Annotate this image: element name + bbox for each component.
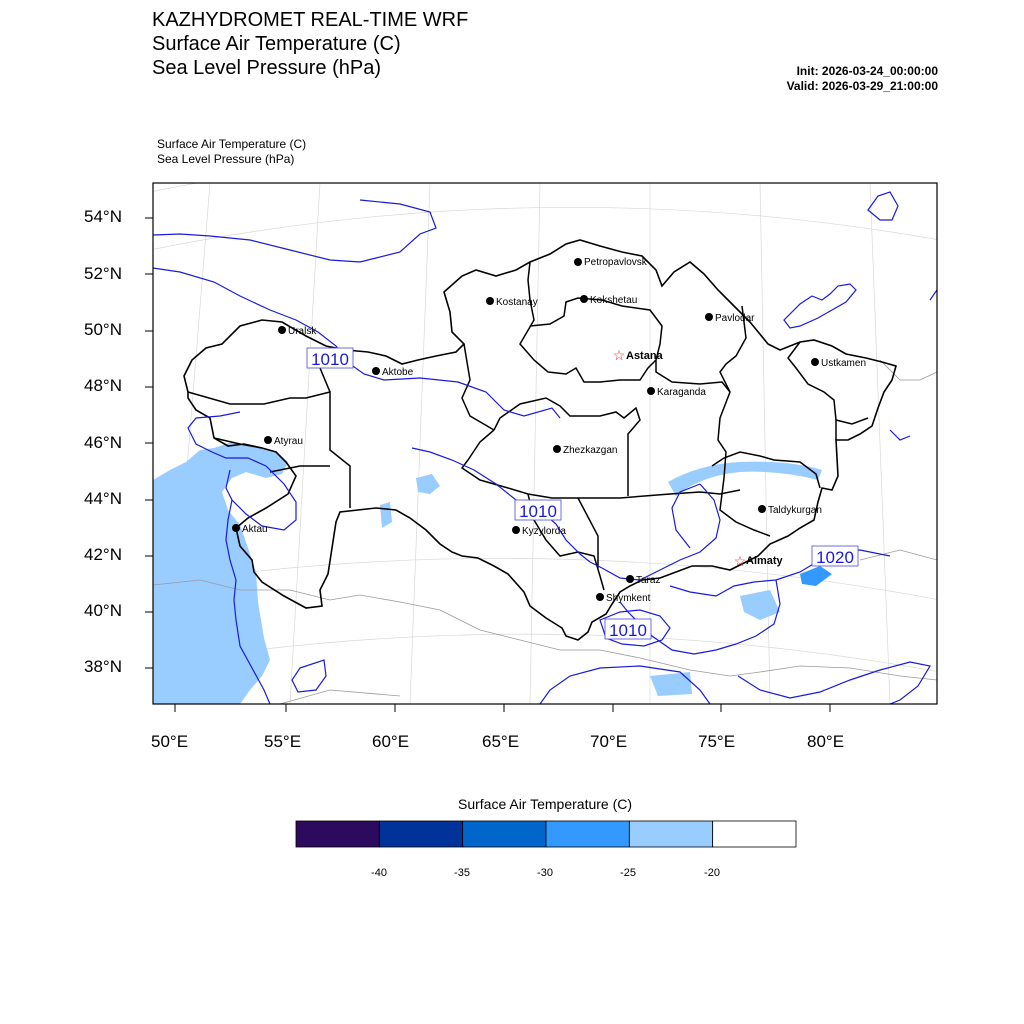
city-dot bbox=[596, 593, 604, 601]
isobar-label: 1020 bbox=[816, 548, 854, 567]
city-label: Karaganda bbox=[657, 387, 706, 398]
lat-label: 46°N bbox=[84, 433, 122, 452]
city-dot bbox=[626, 575, 634, 583]
colorbar-label: -20 bbox=[704, 867, 720, 879]
city-label: Uralsk bbox=[288, 326, 317, 337]
colorbar-swatch bbox=[713, 821, 796, 847]
lat-label: 38°N bbox=[84, 657, 122, 676]
colorbar-swatch bbox=[296, 821, 379, 847]
isobar-label-group bbox=[307, 348, 858, 640]
capital-star-icon: ☆ bbox=[733, 553, 747, 569]
isobar-label: 1010 bbox=[519, 502, 557, 521]
city-label: Zhezkazgan bbox=[563, 445, 618, 456]
capital-star-icon: ☆ bbox=[612, 347, 626, 363]
city-label: Petropavlovsk bbox=[584, 257, 647, 268]
colorbar-title: Surface Air Temperature (C) bbox=[457, 796, 633, 812]
isobar-label: 1010 bbox=[311, 350, 349, 369]
city-label: Taraz bbox=[636, 575, 661, 586]
lat-label: 52°N bbox=[84, 264, 122, 283]
city-markers bbox=[232, 257, 866, 604]
city-dot bbox=[512, 526, 520, 534]
city-dot bbox=[574, 258, 582, 266]
colorbar-swatch bbox=[463, 821, 546, 847]
isobar-label: 1010 bbox=[609, 621, 647, 640]
city-dot bbox=[811, 358, 819, 366]
city-dot bbox=[264, 436, 272, 444]
colorbar-swatch bbox=[379, 821, 462, 847]
city-label: Kyzylorda bbox=[522, 526, 566, 537]
city-label: Kokshetau bbox=[590, 295, 638, 306]
city-label: Kostanay bbox=[496, 297, 538, 308]
colorbar-swatch bbox=[629, 821, 712, 847]
colorbar-label: -40 bbox=[371, 867, 387, 879]
lon-label: 75°E bbox=[698, 732, 736, 751]
lat-label: 40°N bbox=[84, 601, 122, 620]
lon-label: 60°E bbox=[372, 732, 410, 751]
colorbar-label: -35 bbox=[454, 867, 470, 879]
lon-label: 50°E bbox=[151, 732, 189, 751]
city-label: Pavlodar bbox=[715, 313, 755, 324]
city-dot bbox=[372, 367, 380, 375]
lat-label: 54°N bbox=[84, 207, 122, 226]
aral-patch bbox=[380, 502, 392, 528]
valid-time: Valid: 2026-03-29_21:00:00 bbox=[786, 79, 938, 93]
graticule bbox=[150, 149, 940, 704]
city-label: Astana bbox=[626, 350, 663, 362]
plot-subtitle-2: Sea Level Pressure (hPa) bbox=[157, 152, 295, 166]
city-label: Aktobe bbox=[382, 367, 414, 378]
map-frame bbox=[153, 183, 937, 704]
lon-label: 70°E bbox=[590, 732, 628, 751]
city-dot bbox=[278, 326, 286, 334]
city-dot bbox=[647, 387, 655, 395]
plot-subtitle-1: Surface Air Temperature (C) bbox=[157, 137, 307, 151]
city-label: Almaty bbox=[746, 555, 783, 567]
caspian-sea bbox=[153, 442, 288, 704]
city-dot bbox=[758, 505, 766, 513]
isobars bbox=[153, 192, 937, 704]
title-line-2: Surface Air Temperature (C) bbox=[152, 33, 401, 55]
lat-label: 44°N bbox=[84, 489, 122, 508]
title-line-3: Sea Level Pressure (hPa) bbox=[152, 57, 382, 79]
city-dot bbox=[553, 445, 561, 453]
lon-label: 80°E bbox=[807, 732, 845, 751]
init-time: Init: 2026-03-24_00:00:00 bbox=[796, 64, 938, 78]
colorbar bbox=[295, 820, 797, 848]
oblast-borders bbox=[188, 262, 868, 590]
city-label: Taldykurgan bbox=[768, 505, 822, 516]
city-label: Shymkent bbox=[606, 593, 651, 604]
city-dot bbox=[580, 295, 588, 303]
colorbar-swatch bbox=[546, 821, 629, 847]
lat-label: 48°N bbox=[84, 376, 122, 395]
city-label: Atyrau bbox=[274, 436, 303, 447]
lon-label: 55°E bbox=[264, 732, 302, 751]
city-dot bbox=[486, 297, 494, 305]
city-label: Ustkamen bbox=[821, 358, 867, 369]
city-label: Aktau bbox=[242, 524, 268, 535]
colorbar-label: -30 bbox=[537, 867, 553, 879]
title-line-1: KAZHYDROMET REAL-TIME WRF bbox=[152, 9, 469, 31]
cold-patch bbox=[740, 590, 780, 620]
balkhash-cold bbox=[668, 462, 822, 496]
lat-label: 50°N bbox=[84, 320, 122, 339]
city-dot bbox=[232, 524, 240, 532]
lon-label: 65°E bbox=[482, 732, 520, 751]
cold-patch bbox=[650, 672, 692, 696]
lat-label: 42°N bbox=[84, 545, 122, 564]
aral-patch bbox=[416, 474, 440, 494]
colorbar-label: -25 bbox=[620, 867, 636, 879]
city-dot bbox=[705, 313, 713, 321]
